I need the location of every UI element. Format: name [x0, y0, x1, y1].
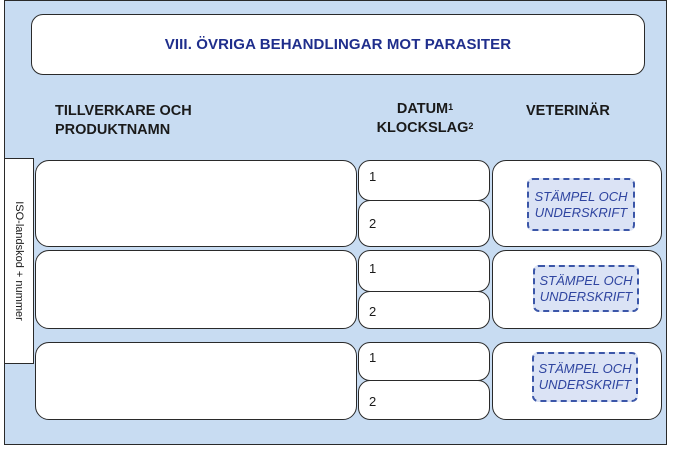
header-manufacturer — [55, 102, 192, 140]
header-date-line1: DATUM — [396, 101, 449, 117]
header-veterinarian: VETERINÄR — [526, 103, 610, 119]
stamp-placeholder-row-2 — [533, 265, 639, 312]
iso-code-label: ISO-landskod + nummer — [13, 201, 25, 321]
header-manufacturer-line2: PRODUKTNAMN — [55, 122, 171, 138]
date-slot-2-row-1[interactable] — [358, 200, 490, 247]
manufacturer-field-row-3[interactable] — [35, 342, 357, 420]
date-slot-1-row-1[interactable] — [358, 160, 490, 201]
section-title — [31, 14, 645, 75]
slot-number: 1 — [369, 261, 377, 276]
footnote-2-marker: 2 — [468, 121, 474, 131]
header-manufacturer-line1: TILLVERKARE OCH — [55, 103, 192, 119]
stamp-text-line1: STÄMPEL OCH — [538, 361, 632, 376]
slot-number: 2 — [369, 216, 377, 231]
date-slot-2-row-3[interactable] — [358, 380, 490, 420]
stamp-text-line1: STÄMPEL OCH — [539, 272, 633, 288]
date-slot-1-row-2[interactable] — [358, 250, 490, 292]
slot-number: 1 — [369, 169, 377, 184]
header-date — [370, 100, 480, 138]
slot-number: 2 — [369, 304, 377, 319]
slot-number: 2 — [369, 394, 377, 409]
stamp-text-line1: STÄMPEL OCH — [534, 188, 628, 204]
stamp-placeholder-row-1 — [527, 178, 635, 231]
stamp-text-line2: UNDERSKRIFT — [534, 204, 628, 220]
slot-number: 1 — [369, 350, 377, 365]
manufacturer-field-row-1[interactable] — [35, 160, 357, 247]
manufacturer-field-row-2[interactable] — [35, 250, 357, 329]
stamp-text-line2: UNDERSKRIFT — [539, 288, 633, 304]
iso-code-label-box — [4, 158, 34, 364]
footnote-1-marker: 1 — [448, 102, 454, 112]
stamp-text-line2: UNDERSKRIFT — [538, 377, 632, 392]
date-slot-1-row-3[interactable] — [358, 342, 490, 381]
section-title-text: VIII. ÖVRIGA BEHANDLINGAR MOT PARASITER — [164, 36, 512, 53]
date-slot-2-row-2[interactable] — [358, 291, 490, 329]
header-date-line2: KLOCKSLAG — [376, 120, 469, 136]
stamp-placeholder-row-3 — [532, 352, 638, 402]
